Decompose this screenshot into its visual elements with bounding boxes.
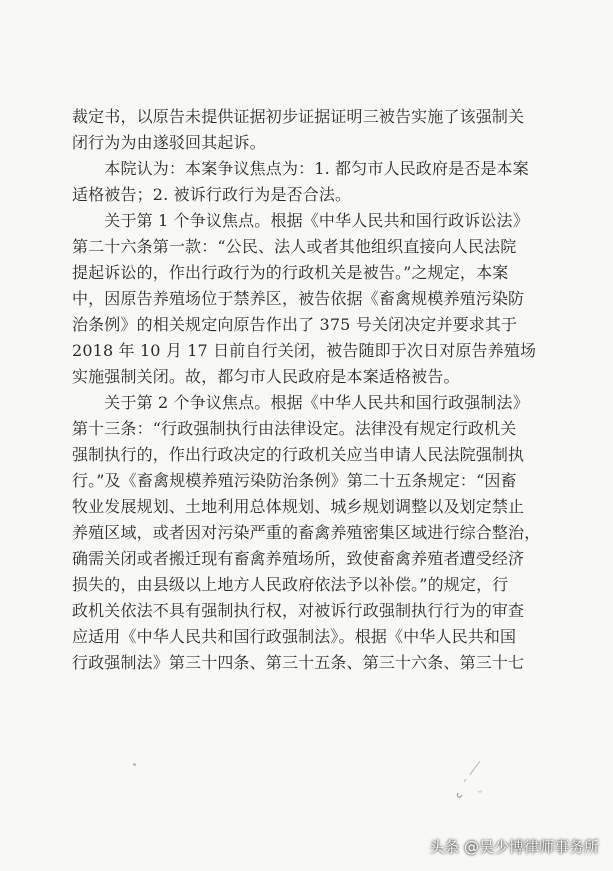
text-line: 关于第 1 个争议焦点。根据《中华人民共和国行政诉讼法》 xyxy=(72,211,529,230)
text-line: 第二十六条第一款：“公民、法人或者其他组织直接向人民法院 xyxy=(72,237,517,256)
text-line: 第十三条：“行政强制执行由法律设定。法律没有规定行政机关 xyxy=(72,419,517,438)
text-line: 强制执行的，作出行政决定的行政机关应当申请人民法院强制执 xyxy=(72,445,525,464)
text-line: 闭行为为由遂驳回其起诉。 xyxy=(72,133,266,152)
text-line: 2018 年 10 月 17 日前自行关闭，被告随即于次日对原告养殖场 xyxy=(72,341,537,360)
text-line: 损失的，由县级以上地方人民政府依法予以补偿。”的规定，行 xyxy=(72,575,509,594)
text-line: 养殖区域，或者因对污染严重的畜禽养殖密集区域进行综合整治， xyxy=(72,523,541,542)
text-line: 行政强制法》第三十四条、第三十五条、第三十六条、第三十七 xyxy=(72,653,525,672)
text-line: 政机关依法不具有强制执行权，对被诉行政强制执行行为的审查 xyxy=(72,601,525,620)
text-line: 治条例》的相关规定向原告作出了 375 号关闭决定并要求其于 xyxy=(72,315,518,334)
pen-mark-scribble xyxy=(440,755,510,805)
text-line: 确需关闭或者搬迁现有畜禽养殖场所，致使畜禽养殖者遭受经济 xyxy=(72,549,525,568)
text-line: 应适用《中华人民共和国行政强制法》。根据《中华人民共和国 xyxy=(72,627,517,646)
text-line: 牧业发展规划、土地利用总体规划、城乡规划调整以及划定禁止 xyxy=(72,497,525,516)
text-line: 适格被告；2. 被诉行政行为是否合法。 xyxy=(72,185,352,204)
text-line: 实施强制关闭。故，都匀市人民政府是本案适格被告。 xyxy=(72,367,460,386)
document-body xyxy=(72,104,542,676)
text-line: 行。”及《畜禽规模养殖污染防治条例》第二十五条规定：“因畜 xyxy=(72,471,517,490)
text-line: 中，因原告养殖场位于禁养区，被告依据《畜禽规模养殖污染防 xyxy=(72,289,525,308)
scan-speck xyxy=(133,763,136,766)
text-line: 裁定书，以原告未提供证据初步证据证明三被告实施了该强制关 xyxy=(72,107,525,126)
text-line: 提起诉讼的，作出行政行为的行政机关是被告。”之规定，本案 xyxy=(72,263,509,282)
text-line: 本院认为：本案争议焦点为：1. 都匀市人民政府是否是本案 xyxy=(72,159,529,178)
watermark: 头条 @吴少博律师事务所 xyxy=(429,838,599,856)
text-line: 关于第 2 个争议焦点。根据《中华人民共和国行政强制法》 xyxy=(72,393,529,412)
